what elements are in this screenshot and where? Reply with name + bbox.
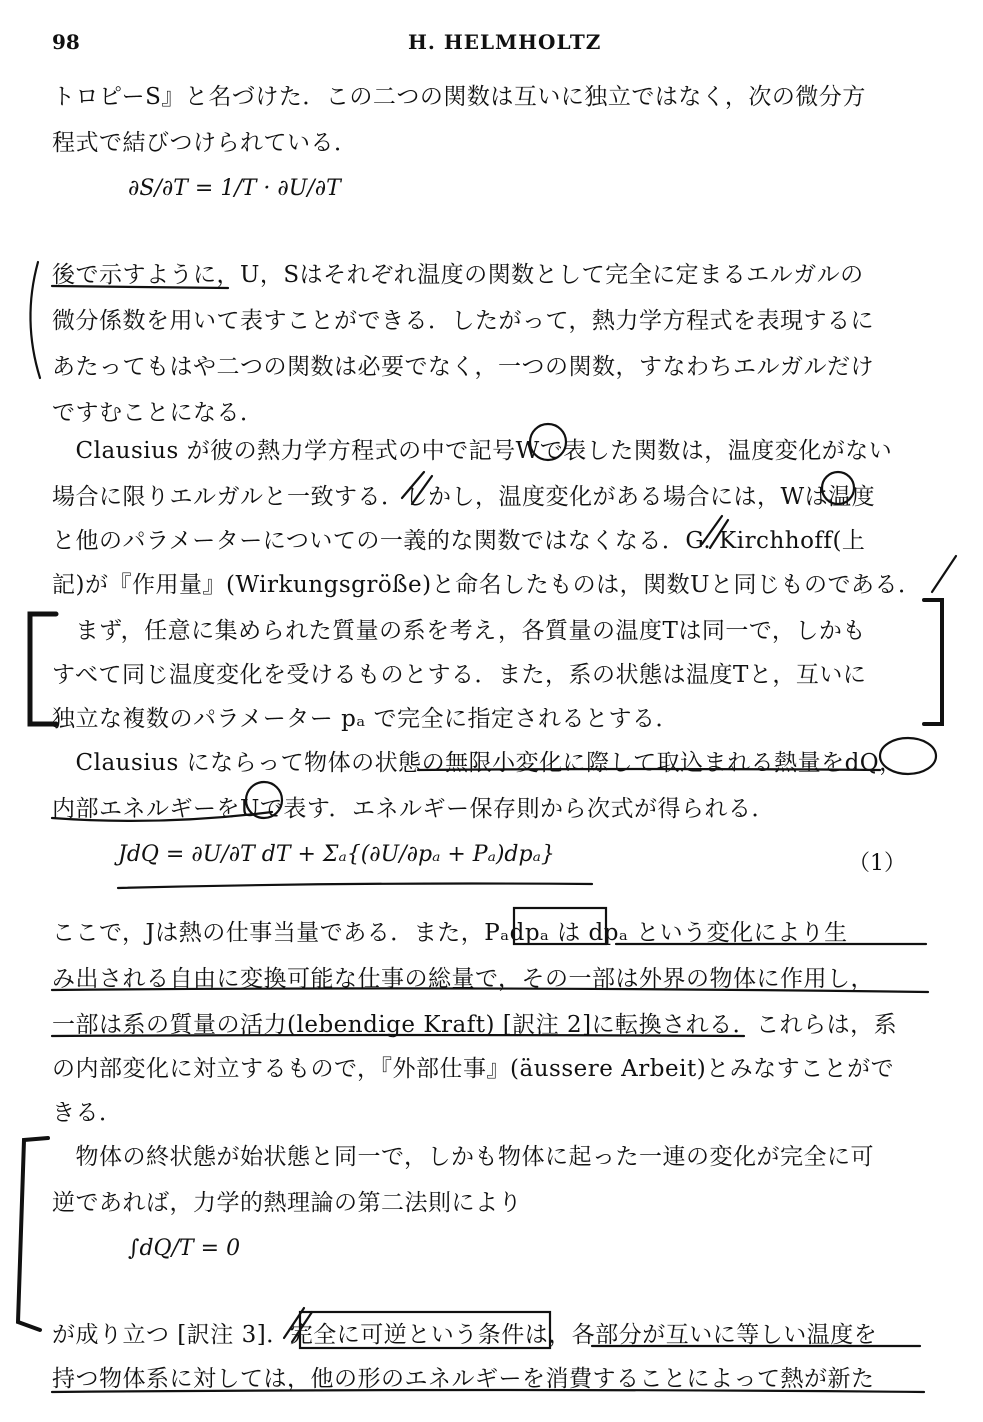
running-title: H. HELMHOLTZ [408,30,602,54]
page-number: 98 [52,30,80,54]
body-line: が成り立つ [訳注 3]．完全に可逆という条件は，各部分が互いに等しい温度を [52,1322,878,1348]
equation-entropy: ∂S/∂T = 1/T · ∂U/∂T [128,176,341,201]
body-line: 物体の終状態が始状態と同一で，しかも物体に起った一連の変化が完全に可 [52,1144,875,1170]
body-line: Clausius が彼の熱力学方程式の中で記号Wで表した関数は，温度変化がない [52,438,893,464]
body-line: トロピーS』と名づけた．この二つの関数は互いに独立ではなく，次の微分方 [52,84,866,110]
body-line: 一部は系の質量の活力(lebendige Kraft) [訳注 2]に転換される．これらは，系 [52,1012,898,1038]
body-line: Clausius にならって物体の状態の無限小変化に際して取込まれる熱量をdQ， [52,750,903,776]
margin-bracket-mark [924,600,942,724]
underline-mark [118,884,592,889]
equation-first-law: JdQ = ∂U/∂T dT + Σₐ{(∂U/∂pₐ + Pₐ)dpₐ} [118,842,555,867]
body-line: あたってもはや二つの関数は必要でなく，一つの関数，すなわちエルガルだけ [52,354,875,380]
equation-clausius-integral: ∫dQ/T = 0 [128,1236,241,1261]
body-line: ですむことになる． [52,400,264,426]
body-line: きる． [52,1100,123,1126]
body-line: 記)が『作用量』(Wirkungsgröße)と命名したものは，関数Uと同じものである． [52,572,922,598]
body-line: 持つ物体系に対しては，他の形のエネルギーを消費することによって熱が新た [52,1366,875,1392]
body-line: と他のパラメーターについての一義的な関数ではなくなる．G. Kirchhoff(上 [52,528,866,554]
body-line: ここで，Jは熱の仕事当量である．また，Pₐdpₐ は dpₐ という変化により生 [52,920,848,946]
body-line: み出される自由に変換可能な仕事の総量で，その一部は外界の物体に作用し， [52,966,875,992]
margin-bracket-mark [30,262,40,378]
body-line: 場合に限りエルガルと一致する．しかし，温度変化がある場合には，Wは温度 [52,484,876,510]
slash-mark [932,556,956,592]
body-line: まず，任意に集められた質量の系を考え，各質量の温度Tは同一で，しかも [52,618,866,644]
body-line: 内部エネルギーをUで表す．エネルギー保存則から次式が得られる． [52,796,776,822]
margin-bracket-mark [18,1138,48,1330]
body-line: 後で示すように，U，Sはそれぞれ温度の関数として完全に定まるエルガルの [52,262,864,288]
body-line: 程式で結びつけられている． [52,130,358,156]
body-line: 微分係数を用いて表すことができる．したがって，熱力学方程式を表現するに [52,308,875,334]
body-line: すべて同じ温度変化を受けるものとする．また，系の状態は温度Tと，互いに [52,662,867,688]
body-line: の内部変化に対立するもので，『外部仕事』(äussere Arbeit)とみなすことがで [52,1056,895,1082]
body-line: 逆であれば，力学的熱理論の第二法則により [52,1190,522,1216]
equation-number: （1） [848,851,906,876]
body-line: 独立な複数のパラメーター pₐ で完全に指定されるとする． [52,706,680,732]
